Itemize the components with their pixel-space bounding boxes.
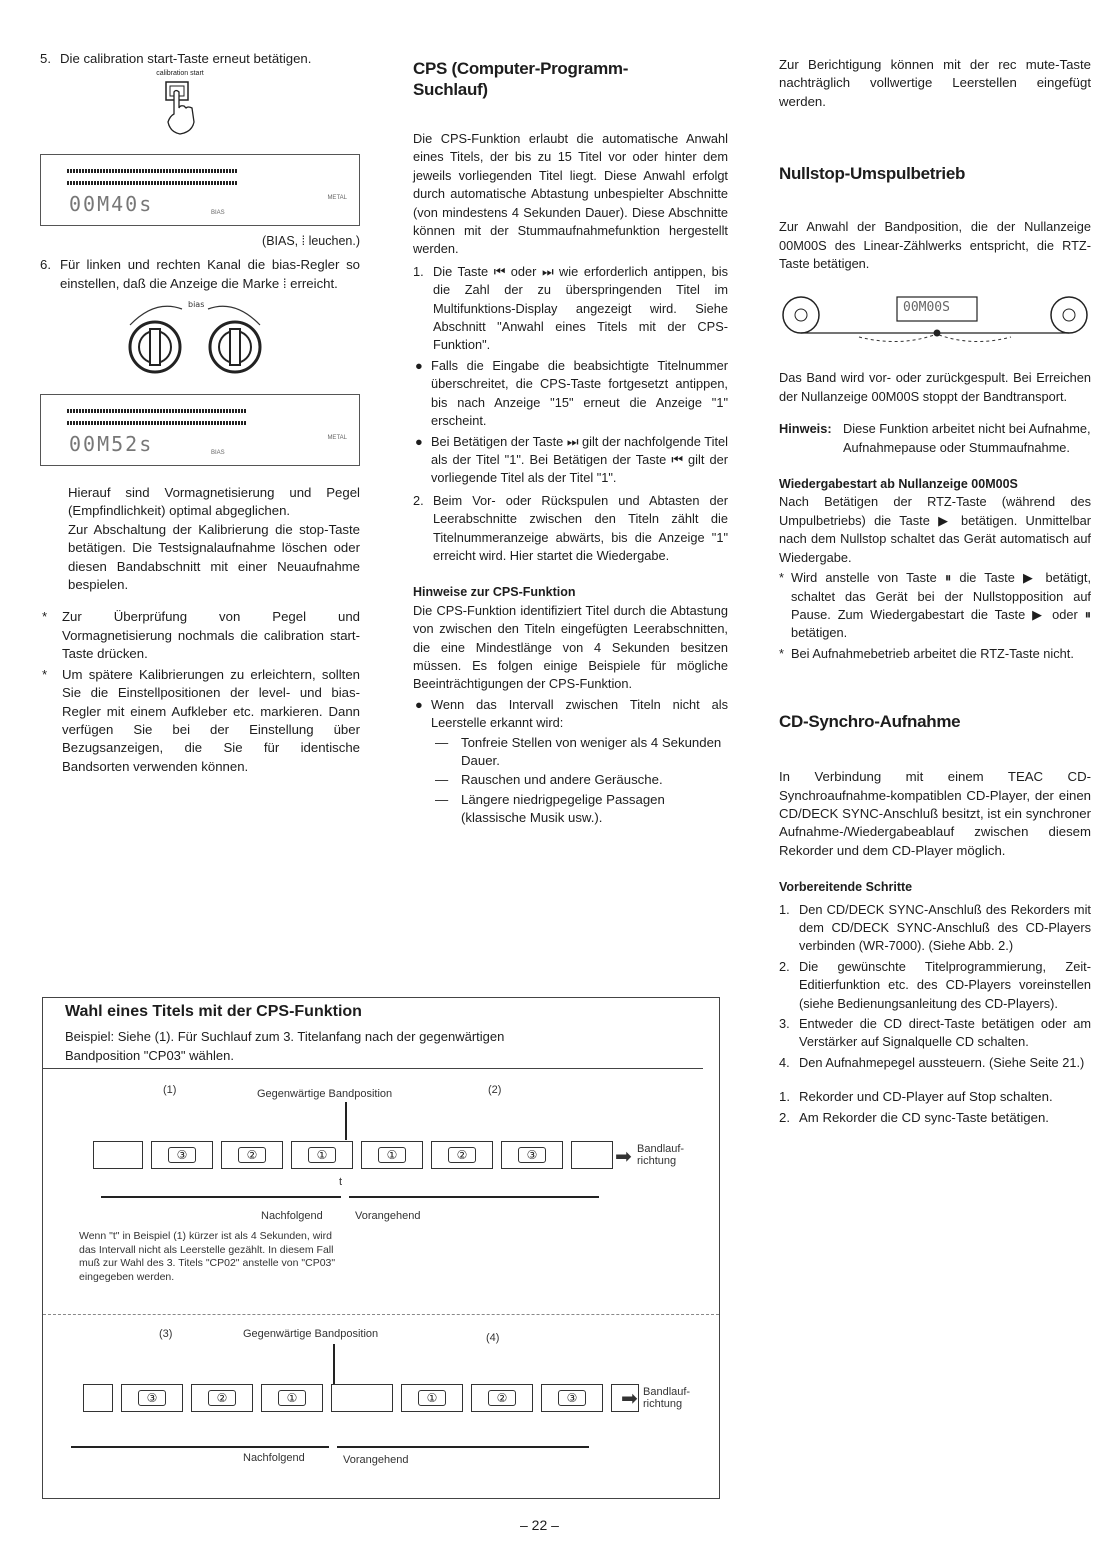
cps-bullet-1: ● Falls die Eingabe die beabsichtigte Titelnummer überschreitet, die CPS-Taste fortgesetzt antippen, bis nach Anzeige "15" erneut die Anzeige "1" erscheint. [415,357,728,429]
tape-segment: ② [221,1141,283,1169]
example-line-2: Bandposition "CP03" wählen. [65,1048,234,1063]
cps-bullet-3: ● Wenn das Intervall zwischen Titeln nicht als Leerstelle erkannt wird: [415,696,728,731]
tape-segment: ① [291,1141,353,1169]
hand-press-icon [160,78,200,138]
diagram-separator [43,1314,719,1315]
prep-step-1: 1. Den CD/DECK SYNC-Anschluß des Rekorders mit dem CD/DECK SYNC-Anschluß des CD-Players verbinden (WR-7000). (Siehe Abb. 2.) [779,901,1091,954]
playback-note-2: * Bei Aufnahmebetrieb arbeitet die RTZ-Taste nicht. [779,645,1074,661]
nullstop-heading: Nullstop-Umspulbetrieb [779,164,966,184]
preceding-label-2: Vorangehend [343,1454,409,1466]
tape-segment: ② [431,1141,493,1169]
label-example-4: (4) [486,1332,500,1344]
example-box-title: Wahl eines Titels mit der CPS-Funktion [65,1003,362,1020]
cps-hints-subhead: Hinweise zur CPS-Funktion [413,585,576,600]
position-marker-2 [333,1344,335,1384]
preceding-label-1: Vorangehend [355,1210,421,1222]
tape-segment: ③ [121,1384,183,1412]
cps-dash-1: — Tonfreie Stellen von weniger als 4 Sekunden Dauer. [435,734,722,768]
metal-indicator: METAL [327,435,347,442]
playback-text: Nach Betätigen der RTZ-Taste (während des Umpulbetriebs) die Taste ▶ betätigen. Unmittelbar nach dem Nullstop schaltet das Gerät automatisch auf Wiedergabe. [779,494,1091,565]
column-left [40,50,360,776]
step-6: 6. Für linken und rechten Kanal die bias-Regler so einstellen, daß die Anzeige die Marke ⁞ erreicht. [40,257,360,291]
step-5: 5. Die calibration start-Taste erneut betätigen. [40,51,312,66]
tape-segment [571,1141,613,1169]
following-label-1: Nachfolgend [261,1210,323,1222]
prep-step-3: 3. Entweder die CD direct-Taste betätigen oder am Verstärker auf Signalquelle CD schalten. [779,1016,1091,1050]
following-label-2: Nachfolgend [243,1452,305,1464]
svg-text:bias: bias [188,300,205,310]
cps-hints-text: Die CPS-Funktion identifiziert Titel durch die Abtastung von zwischen den Titeln eingefügten Leerabschnitten, die eine Mindestlänge von 4 Sekunden besitzen müssen. Es folgen einige Beispiele für mögliche Beeinträchtigungen der CPS-Funktion. [413,602,728,692]
prep-step-4: 4. Den Aufnahmepegel aussteuern. (Siehe Seite 21.) [779,1054,1085,1070]
playback-note-1: * Wird anstelle von Taste ⏸ die Taste ▶ betätigt, schaltet das Gerät bei der Nullstopposition auf Pause. Zum Wiedergabestart die Taste ▶ oder ⏸ betätigen. [779,570,1091,641]
paragraph-result: Hierauf sind Vormagnetisierung und Pegel (Empfindlichkeit) optimal abgeglichen. [68,485,360,519]
rtz-display-digits: 00M00S [903,300,950,316]
calibration-button-illustration [0,70,360,143]
tape-segment: ③ [151,1141,213,1169]
rtz-illustration [779,285,1091,365]
label-example-1: (1) [163,1084,177,1096]
example-line-1: Beispiel: Siehe (1). Für Suchlauf zum 3. Titelanfang nach der gegenwärtigen [65,1029,505,1044]
level-display-1 [40,154,360,226]
preceding-arrow-1 [349,1196,599,1198]
operation-step-1: 1. Rekorder und CD-Player auf Stop schalten. [779,1089,1053,1105]
interval-note: Wenn "t" in Beispiel (1) kürzer ist als 4 Sekunden, wird das Intervall nicht als Leerstelle gezählt. In diesem Fall muß zur Wahl des 3. Titels "CP02" anstelle von "CP03" eingegeben werden. [79,1230,336,1283]
rewind-text: Das Band wird vor- oder zurückgespult. Bei Erreichen der Nullanzeige 00M00S stoppt der Bandtransport. [779,370,1091,404]
tape-segment: ③ [501,1141,563,1169]
tape-segment [83,1384,113,1412]
prep-subhead: Vorbereitende Schritte [779,880,913,895]
page-number: – 22 – [520,1517,559,1533]
tape-row-2 [83,1384,639,1412]
level-display-2 [40,394,360,466]
level-meter-right [67,181,237,185]
column-middle [413,58,728,828]
note-2: * Um spätere Kalibrierungen zu erleichtern, sollten Sie die Einstellpositionen der level- und bias-Regler mit einem Aufkleber etc. markieren. Dann verfügen Sie bei der Einstellung über Bezugsanzeigen, die Sie für identische Bandsorten verwenden können. [42,666,360,774]
rec-mute-text: Zur Berichtigung können mit der rec mute-Taste nachträglich vollwertige Leerstellen eingefügt werden. [779,57,1091,109]
level-meter-right [67,421,247,425]
calibration-button-label: calibration start [156,70,204,78]
operation-step-2: 2. Am Rekorder die CD sync-Taste betätigen. [779,1109,1049,1125]
preceding-arrow-2 [337,1446,589,1448]
direction-arrow-icon: ➡ [615,1146,632,1168]
display-caption: (BIAS, ⁞ leuchen.) [262,233,360,248]
tape-segment: ② [191,1384,253,1412]
current-position-label-1: Gegenwärtige Bandposition [257,1088,393,1100]
note-1: * Zur Überprüfung von Pegel und Vormagnetisierung nochmals die calibration start-Taste drücken. [42,609,360,662]
level-meter-left [67,169,237,173]
bias-knobs-illustration [110,295,360,390]
hint-text: Diese Funktion arbeitet nicht bei Aufnahme, Aufnahmepause oder Stummaufnahme. [843,421,1091,455]
cps-dash-2: — Rauschen und andere Geräusche. [435,772,663,788]
tape-segment [331,1384,393,1412]
tape-segment: ① [401,1384,463,1412]
position-marker-1 [345,1102,347,1140]
cps-step-1: 1. Die Taste ⏮ oder ⏭ wie erforderlich antippen, bis die Zahl der zu überspringenden Titel im Multifunktions-Display angezeigt wird. Siehe Abschnitt "Anwahl eines Titels mit der CPS-Funktion". [413,263,728,353]
hint-block [779,420,1091,457]
tape-segment: ① [361,1141,423,1169]
direction-label-1: Bandlauf-richtung [637,1143,685,1167]
paragraph-stop: Zur Abschaltung der Kalibrierung die stop-Taste betätigen. Die Testsignalaufnahme löschen oder diesen Bandabschnitt mit einer Neuaufnahme bespielen. [68,521,360,593]
label-example-2: (2) [488,1084,502,1096]
cps-dash-3: — Längere niedrigpegelige Passagen (klassische Musik usw.). [435,791,665,826]
tape-reel-icons [779,285,1091,365]
tape-row-1 [93,1141,613,1169]
label-example-3: (3) [159,1328,173,1340]
metal-indicator: METAL [327,194,347,201]
cps-step-2: 2. Beim Vor- oder Rückspulen und Abtasten der Leerabschnitte zwischen den Titeln zählt die Titelnummeranzeige abwärts, bis die Anzeige "1" erreicht wird. Hier startet die Wiedergabe. [413,492,728,563]
tape-segment [93,1141,143,1169]
cps-intro: Die CPS-Funktion erlaubt die automatische Anwahl eines Titels, der bis zu 15 Titel vor oder hinter dem jeweils vorliegenden Titel liegt. Diese Anwahl erfolgt durch automatische Abtastung unbespielter Abschnitte (von mindestens 4 Sekunden Dauer). Diese Abschnitte können mit der Stummaufnahmefunktion hergestellt werden. [413,131,728,257]
counter-digits: 00M40s [69,191,154,216]
box-divider [43,1068,703,1069]
playback-subhead: Wiedergabestart ab Nullanzeige 00M00S [779,477,1018,492]
direction-label-2: Bandlauf-richtung [643,1386,691,1410]
cps-bullet-2: ● Bei Betätigen der Taste ⏭ gilt der nachfolgende Titel als der Titel "1". Bei Betätigen der Taste ⏮ gilt der vorliegende Titel als der Titel "1". [415,433,728,486]
tape-segment: ① [261,1384,323,1412]
bias-knob-icons [110,295,280,390]
counter-digits: 00M52s [69,432,154,457]
bias-indicator: BIAS [211,450,225,457]
cps-example-box [42,997,720,1499]
nullstop-text: Zur Anwahl der Bandposition, die der Nullanzeige 00M00S des Linear-Zählwerks entspricht, die RTZ-Taste betätigen. [779,219,1091,272]
cps-heading: CPS (Computer-Programm-Suchlauf) [413,59,629,99]
hint-label: Hinweis: [779,421,832,437]
level-meter-left [67,409,247,413]
prep-step-2: 2. Die gewünschte Titelprogrammierung, Zeit-Editierfunktion etc. des CD-Players voreinstellen (siehe Bedienungsanleitung des CD-Players). [779,958,1091,1011]
following-arrow-2 [71,1446,329,1448]
t-label: t [339,1176,343,1188]
direction-arrow-icon: ➡ [621,1388,638,1410]
tape-segment: ② [471,1384,533,1412]
following-arrow-1 [101,1196,341,1198]
cd-synchro-text: In Verbindung mit einem TEAC CD-Synchroaufnahme-kompatiblen CD-Player, der einen CD/DECK SYNC-Anschluß besitzt, ist ein synchroner Aufnahme-/Wiedergabeablauf zwischen diesem Rekorder und dem CD-Player möglich. [779,769,1091,858]
current-position-label-2: Gegenwärtige Bandposition [243,1328,379,1340]
tape-segment: ③ [541,1384,603,1412]
bias-indicator: BIAS [211,209,225,216]
cd-synchro-heading: CD-Synchro-Aufnahme [779,712,961,732]
column-right [779,56,1091,1129]
